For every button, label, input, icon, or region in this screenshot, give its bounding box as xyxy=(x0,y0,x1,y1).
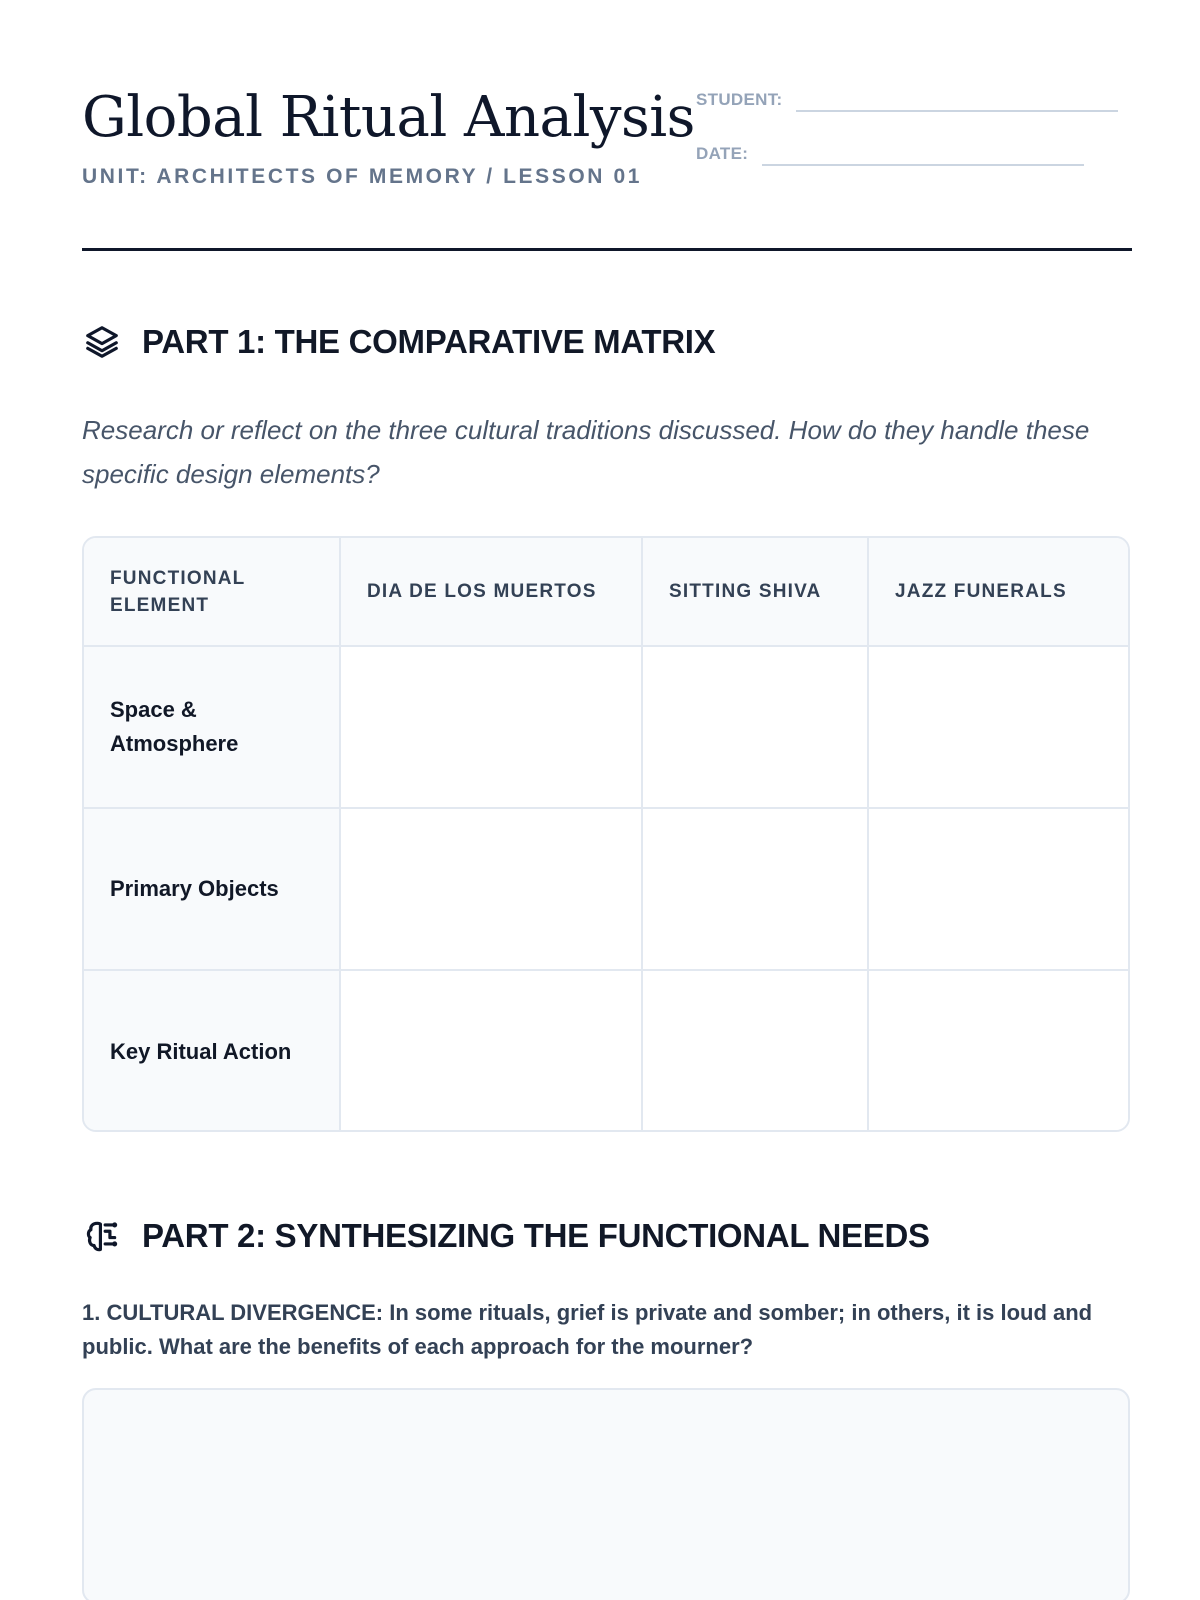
question-1: 1. CULTURAL DIVERGENCE: In some rituals, grief is private and somber; in others, it is loud and public. What are the benefits of each approach for the mourner? xyxy=(82,1300,1093,1359)
column-header: FUNCTIONAL ELEMENT xyxy=(84,538,340,646)
row-label: Space & Atmosphere xyxy=(84,646,340,808)
answer-cell[interactable] xyxy=(868,646,1128,808)
answer-cell[interactable] xyxy=(340,646,642,808)
answer-cell[interactable] xyxy=(642,970,868,1132)
table-row xyxy=(84,646,1128,808)
table-row xyxy=(84,808,1128,970)
answer-cell[interactable] xyxy=(340,970,642,1132)
answer-cell[interactable] xyxy=(340,808,642,970)
student-label: STUDENT: xyxy=(696,90,783,109)
date-label: DATE: xyxy=(696,144,749,163)
row-label: Primary Objects xyxy=(84,808,340,970)
answer-box-1[interactable] xyxy=(82,1388,1130,1600)
page-title: Global Ritual Analysis xyxy=(82,85,695,150)
part2-heading xyxy=(82,1216,930,1256)
unit-subtitle: UNIT: ARCHITECTS OF MEMORY / LESSON 01 xyxy=(82,165,643,188)
brain-icon xyxy=(82,1216,122,1256)
header-divider xyxy=(82,248,1132,251)
matrix-header-row xyxy=(84,538,1128,646)
table-row xyxy=(84,970,1128,1132)
column-header: DIA DE LOS MUERTOS xyxy=(340,538,642,646)
part1-title: PART 1: THE COMPARATIVE MATRIX xyxy=(142,323,716,360)
date-field xyxy=(696,144,1084,164)
comparative-matrix xyxy=(82,536,1130,1132)
answer-cell[interactable] xyxy=(642,808,868,970)
worksheet-header xyxy=(82,60,1132,250)
date-input-line[interactable] xyxy=(762,163,1084,166)
layers-icon xyxy=(82,322,122,362)
column-header: JAZZ FUNERALS xyxy=(868,538,1128,646)
part2-title: PART 2: SYNTHESIZING THE FUNCTIONAL NEEDS xyxy=(142,1217,930,1254)
answer-cell[interactable] xyxy=(868,970,1128,1132)
matrix-table xyxy=(84,538,1128,1132)
student-input-line[interactable] xyxy=(796,109,1118,112)
part1-instructions: Research or reflect on the three cultural traditions discussed. How do they handle these specific design elements? xyxy=(82,415,1090,489)
row-label: Key Ritual Action xyxy=(84,970,340,1132)
answer-cell[interactable] xyxy=(868,808,1128,970)
answer-cell[interactable] xyxy=(642,646,868,808)
student-field xyxy=(696,90,1118,110)
part1-heading xyxy=(82,322,715,362)
column-header: SITTING SHIVA xyxy=(642,538,868,646)
